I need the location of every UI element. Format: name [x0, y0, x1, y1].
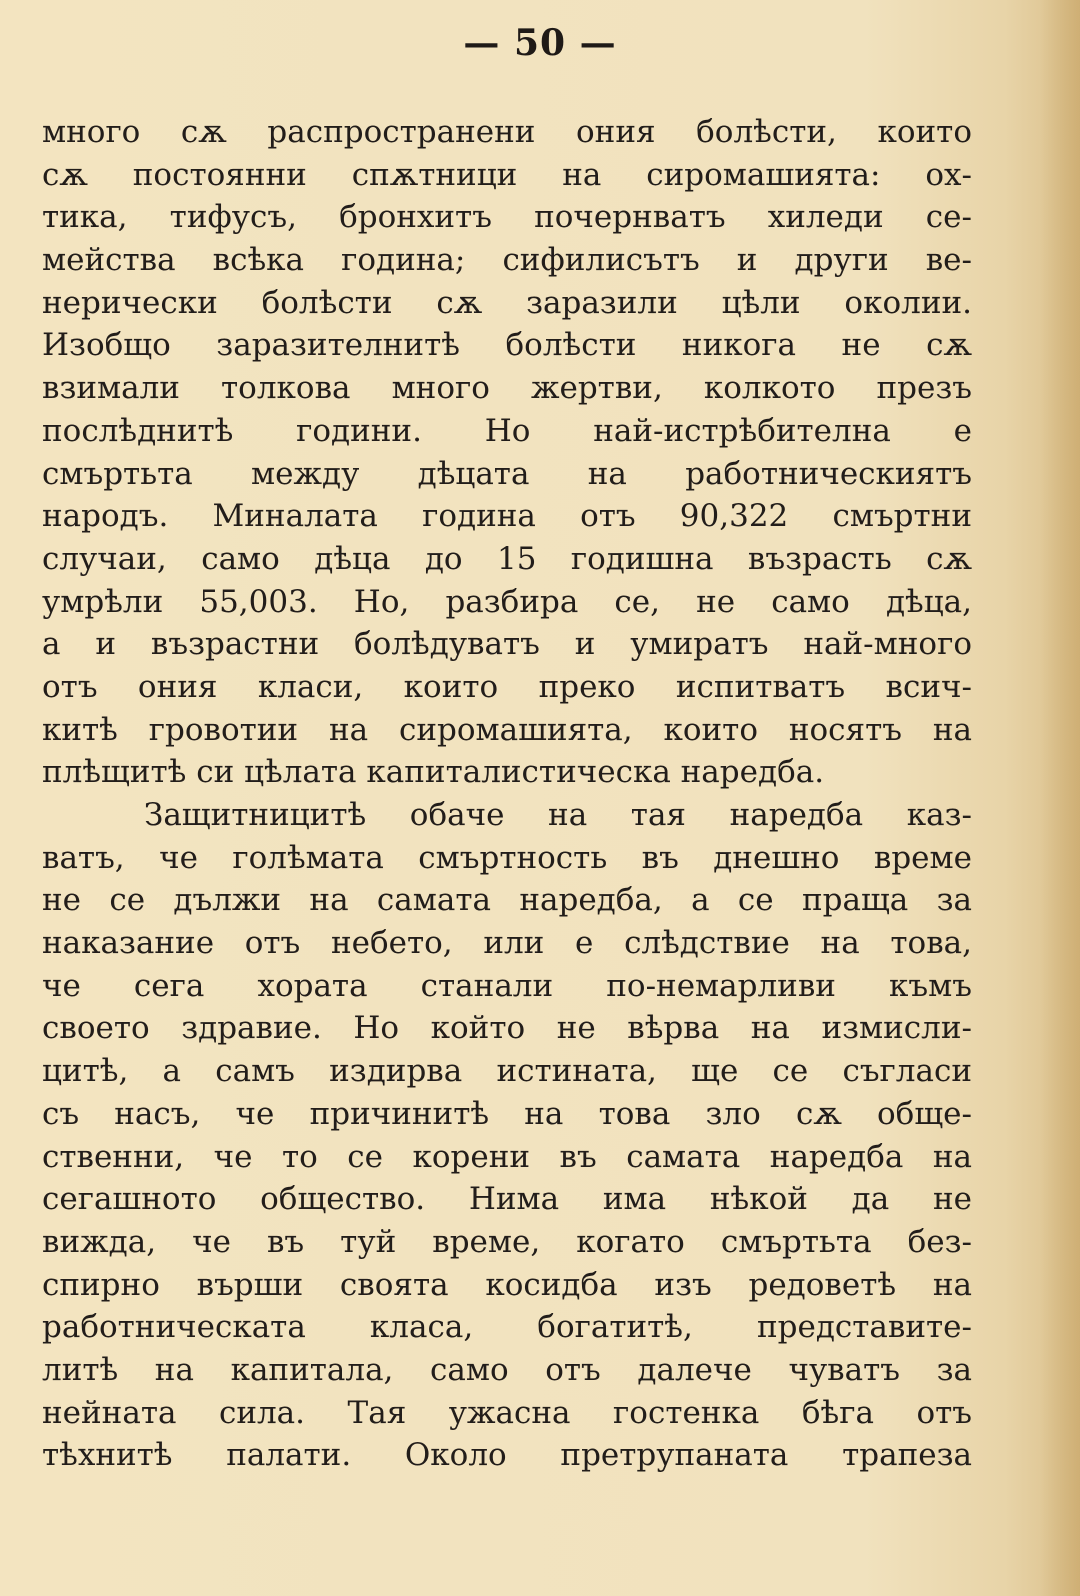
text-line: нейната сила. Тая ужасна гостенка бѣга отъ	[42, 1394, 972, 1431]
text-line: не се дължи на самата наредба, а се праща за	[42, 882, 972, 919]
text-line: цитѣ, а самъ издирва истината, ще се съгласи	[42, 1053, 972, 1090]
text-line: че сега хората станали по-немарливи къмъ	[42, 967, 972, 1004]
text-line: ственни, че то се корени въ самата наредба на	[42, 1138, 972, 1175]
text-line: тѣхнитѣ палати. Около претрупаната трапеза	[42, 1437, 972, 1474]
text-line: взимали толкова много жертви, колкото презъ	[42, 370, 972, 407]
page-number: — 50 —	[463, 22, 617, 64]
text-line: наказание отъ небето, или е слѣдствие на това,	[42, 925, 972, 962]
text-line: смъртьта между дѣцата на работническиятъ	[42, 455, 972, 492]
text-line: спирно върши своята косидба изъ редоветѣ на	[42, 1266, 972, 1303]
text-line: съ насъ, че причинитѣ на това зло сѫ обще-	[42, 1095, 972, 1132]
text-line: нерически болѣсти сѫ заразили цѣли околии.	[42, 284, 972, 321]
paragraph-start-line: Защитницитѣ обаче на тая наредба каз-	[144, 797, 972, 833]
text-line: послѣднитѣ години. Но най-истрѣбителна е	[42, 412, 972, 449]
text-line: сѫ постоянни спѫтници на сиромашията: ох-	[42, 156, 972, 193]
page-edge-shadow	[1040, 0, 1080, 1596]
text-line: а и възрастни болѣдуватъ и умиратъ най-много	[42, 626, 972, 663]
text-line: народъ. Миналата година отъ 90,322 смъртни	[42, 498, 972, 535]
text-line: сегашното общество. Нима има нѣкой да не	[42, 1181, 972, 1218]
text-line: много сѫ распространени ония болѣсти, които	[42, 114, 972, 150]
text-line: ватъ, че голѣмата смъртность въ днешно време	[42, 839, 972, 876]
text-line: случаи, само дѣца до 15 годишна възрасть сѫ	[42, 540, 972, 577]
text-line: литѣ на капитала, само отъ далече чуватъ за	[42, 1351, 972, 1388]
text-line: отъ ония класи, които преко испитватъ всич-	[42, 668, 972, 705]
paragraph-end-line: плѣщитѣ си цѣлата капиталистическа наредба.	[42, 754, 825, 791]
text-line: мейства всѣка година; сифилисътъ и други ве-	[42, 242, 972, 279]
text-line: тика, тифусъ, бронхитъ почернватъ хиледи се-	[42, 199, 972, 236]
text-line: умрѣли 55,003. Но, разбира се, не само дѣца,	[42, 583, 972, 620]
text-line: вижда, че въ туй време, когато смъртьта без-	[42, 1223, 972, 1260]
text-line: работническата класа, богатитѣ, представите-	[42, 1309, 972, 1346]
text-line: Изобщо заразителнитѣ болѣсти никога не сѫ	[42, 327, 972, 364]
text-line: своето здравие. Но който не вѣрва на измисли-	[42, 1010, 972, 1047]
text-line: китѣ гровотии на сиромашията, които носятъ на	[42, 711, 972, 748]
body-text	[42, 111, 972, 1477]
